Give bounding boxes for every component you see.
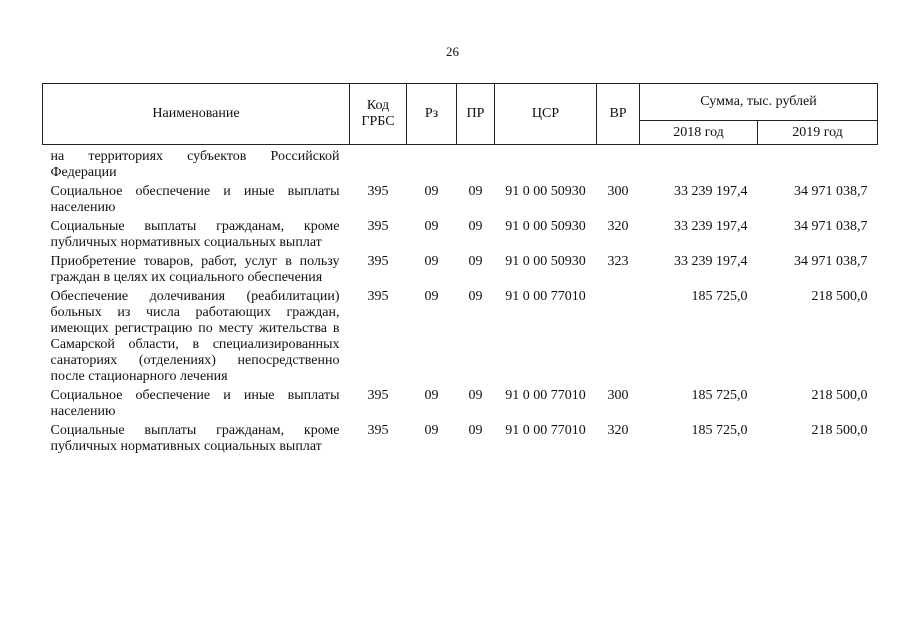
row-grbs: 395 bbox=[367, 388, 389, 403]
row-csr: 91 0 00 77010 bbox=[505, 423, 586, 438]
row-grbs: 395 bbox=[367, 254, 389, 269]
table-row bbox=[43, 388, 878, 423]
row-rz: 09 bbox=[424, 184, 439, 199]
row-csr: 91 0 00 77010 bbox=[505, 289, 586, 304]
row-name: на территориях субъектов Российской Федерации bbox=[50, 149, 340, 180]
row-csr bbox=[495, 145, 597, 185]
row-pr: 09 bbox=[468, 184, 483, 199]
row-csr: 91 0 00 50930 bbox=[505, 254, 586, 269]
header-pr: ПР bbox=[457, 84, 495, 145]
row-name: Социальное обеспечение и иные выплаты населению bbox=[50, 388, 340, 419]
row-pr: 09 bbox=[468, 254, 483, 269]
row-sum-2018: 33 239 197,4 bbox=[674, 219, 748, 234]
row-name: Приобретение товаров, работ, услуг в пользу граждан в целях их социального обеспечения bbox=[50, 254, 340, 285]
row-sum-2018: 185 725,0 bbox=[691, 423, 748, 438]
row-rz: 09 bbox=[424, 219, 439, 234]
row-pr: 09 bbox=[468, 423, 483, 438]
table-row bbox=[43, 289, 878, 388]
row-pr: 09 bbox=[468, 219, 483, 234]
row-grbs: 395 bbox=[367, 219, 389, 234]
header-name: Наименование bbox=[43, 84, 350, 145]
row-sum-2019 bbox=[758, 145, 878, 185]
row-sum-2018: 33 239 197,4 bbox=[674, 184, 748, 199]
row-csr: 91 0 00 50930 bbox=[505, 219, 586, 234]
header-sum: Сумма, тыс. рублей bbox=[640, 84, 878, 121]
row-rz: 09 bbox=[424, 423, 439, 438]
row-sum-2019: 34 971 038,7 bbox=[794, 219, 868, 234]
header-rz: Рз bbox=[407, 84, 457, 145]
row-sum-2018: 33 239 197,4 bbox=[674, 254, 748, 269]
row-sum-2018: 185 725,0 bbox=[691, 289, 748, 304]
row-rz bbox=[407, 145, 457, 185]
header-csr: ЦСР bbox=[495, 84, 597, 145]
row-rz: 09 bbox=[424, 289, 439, 304]
table-body bbox=[43, 145, 878, 459]
budget-table bbox=[42, 83, 878, 458]
row-sum-2019: 218 500,0 bbox=[811, 423, 868, 438]
row-sum-2019: 218 500,0 bbox=[811, 289, 868, 304]
row-grbs: 395 bbox=[367, 289, 389, 304]
row-pr: 09 bbox=[468, 388, 483, 403]
row-rz: 09 bbox=[424, 388, 439, 403]
header-year-2019: 2019 год bbox=[758, 121, 878, 145]
row-vr bbox=[597, 145, 640, 185]
row-vr: 300 bbox=[607, 184, 629, 199]
row-grbs: 395 bbox=[367, 423, 389, 438]
row-pr bbox=[457, 145, 495, 185]
header-year-2018: 2018 год bbox=[640, 121, 758, 145]
row-name: Обеспечение долечивания (реабилитации) больных из числа работающих граждан, имеющих регистрацию по месту жительства в Самарской области, в специализированных санаториях (отделениях) непосредственно после стационарного лечения bbox=[50, 289, 340, 384]
row-csr: 91 0 00 77010 bbox=[505, 388, 586, 403]
row-sum-2018: 185 725,0 bbox=[691, 388, 748, 403]
row-sum-2019: 34 971 038,7 bbox=[794, 184, 868, 199]
row-csr: 91 0 00 50930 bbox=[505, 184, 586, 199]
table-row bbox=[43, 145, 878, 185]
row-pr: 09 bbox=[468, 289, 483, 304]
header-grbs: Код ГРБС bbox=[350, 84, 407, 145]
table-row bbox=[43, 254, 878, 289]
row-rz: 09 bbox=[424, 254, 439, 269]
table-row bbox=[43, 423, 878, 458]
row-name: Социальные выплаты гражданам, кроме публичных нормативных социальных выплат bbox=[50, 219, 340, 250]
row-sum-2019: 218 500,0 bbox=[811, 388, 868, 403]
header-vr: ВР bbox=[597, 84, 640, 145]
row-vr bbox=[597, 289, 640, 388]
page-number: 26 bbox=[446, 44, 459, 59]
row-sum-2019: 34 971 038,7 bbox=[794, 254, 868, 269]
row-vr: 323 bbox=[607, 254, 629, 269]
row-name: Социальное обеспечение и иные выплаты населению bbox=[50, 184, 340, 215]
table-row bbox=[43, 184, 878, 219]
row-vr: 320 bbox=[607, 219, 629, 234]
table-row bbox=[43, 219, 878, 254]
row-name: Социальные выплаты гражданам, кроме публичных нормативных социальных выплат bbox=[50, 423, 340, 454]
table-header bbox=[43, 84, 878, 145]
row-vr: 320 bbox=[607, 423, 629, 438]
row-sum-2018 bbox=[640, 145, 758, 185]
row-grbs bbox=[350, 145, 407, 185]
row-grbs: 395 bbox=[367, 184, 389, 199]
row-vr: 300 bbox=[607, 388, 629, 403]
